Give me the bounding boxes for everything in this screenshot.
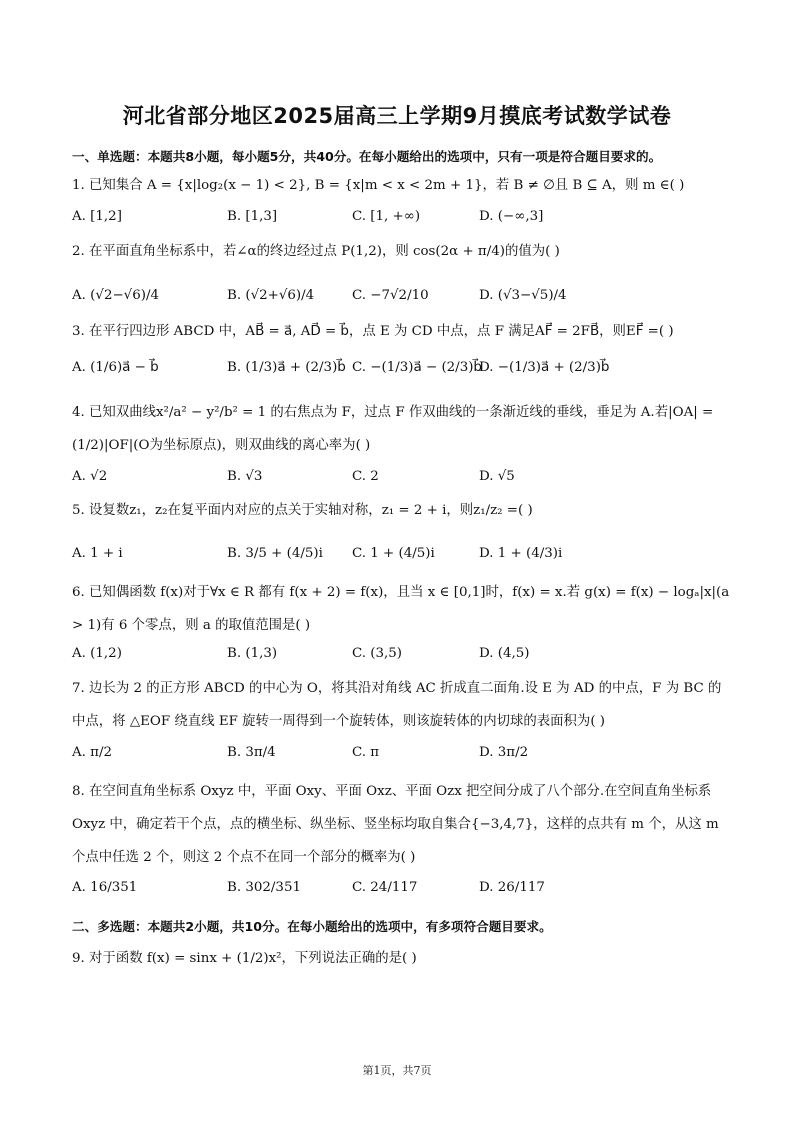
option-b: B. 302/351 [227, 880, 301, 895]
exam-title: 河北省部分地区2025届高三上学期9月摸底考试数学试卷 [122, 104, 672, 128]
option-d: D. √5 [479, 469, 515, 484]
option-d: D. (√3−√5)/4 [479, 288, 567, 303]
question-7-options [72, 740, 732, 766]
option-a: A. 16/351 [72, 880, 138, 895]
page-footer: 第1页，共7页 [362, 1064, 432, 1077]
option-a: A. (1,2) [72, 646, 122, 661]
option-b: B. (1/3)a⃗ + (2/3)b⃗ [227, 360, 346, 375]
question-5-stem: 5. 设复数z₁，z₂在复平面内对应的点关于实轴对称，z₁ = 2 + i，则z₁/z₂ =( ) [72, 503, 533, 518]
option-c: C. [1, +∞) [352, 209, 421, 224]
question-4-options [72, 464, 732, 490]
question-2-stem: 2. 在平面直角坐标系中，若∠α的终边经过点 P(1,2)，则 cos(2α + π/4)的值为( ) [72, 244, 560, 259]
section-heading-multiple-choice: 二、多选题：本题共2小题，共10分。在每小题给出的选项中，有多项符合题目要求。 [72, 919, 552, 934]
question-9-stem: 9. 对于函数 f(x) = sinx + (1/2)x²，下列说法正确的是( ) [72, 951, 417, 966]
option-c: C. 1 + (4/5)i [352, 546, 435, 561]
question-8-stem: 8. 在空间直角坐标系 Oxyz 中，平面 Oxy、平面 Oxz、平面 Ozx 把空间分成了八个部分.在空间直角坐标系 Oxyz 中，确定若干个点，点的横坐标、纵坐标、竖坐标均取自集合{−3,4,7}，这样的点共有 m 个，从这 m 个点中任选 2 个，则这 2 个点不在同一个部分的概率为( ) [72, 784, 719, 865]
section-heading-single-choice: 一、单选题：本题共8小题，每小题5分，共40分。在每小题给出的选项中，只有一项是符合题目要求的。 [72, 149, 662, 164]
option-a: A. (√2−√6)/4 [72, 288, 159, 303]
option-b: B. (1,3) [227, 646, 278, 661]
option-a: A. (1/6)a⃗ − b⃗ [72, 360, 159, 375]
option-b: B. 3/5 + (4/5)i [227, 546, 323, 561]
option-b: B. [1,3] [227, 209, 278, 224]
option-a: A. 1 + i [72, 546, 123, 561]
question-1-stem: 1. 已知集合 A = {x|log₂(x − 1) < 2}, B = {x|m < x < 2m + 1}，若 B ≠ ∅且 B ⊆ A，则 m ∈( ) [72, 178, 685, 193]
option-c: C. −(1/3)a⃗ − (2/3)b⃗ [352, 360, 482, 375]
option-d: D. (−∞,3] [479, 209, 544, 224]
option-a: A. π/2 [72, 745, 113, 760]
question-6-stem: 6. 已知偶函数 f(x)对于∀x ∈ R 都有 f(x + 2) = f(x)，且当 x ∈ [0,1]时，f(x) = x.若 g(x) = f(x) − logₐ|x|(a > 1)有 6 个零点，则 a 的取值范围是( ) [72, 585, 730, 633]
option-c: C. 24/117 [352, 880, 418, 895]
option-c: C. (3,5) [352, 646, 403, 661]
option-d: D. 3π/2 [479, 745, 529, 760]
option-c: C. −7√2/10 [352, 288, 429, 303]
option-a: A. [1,2] [72, 209, 122, 224]
question-4-stem: 4. 已知双曲线x²/a² − y²/b² = 1 的右焦点为 F，过点 F 作双曲线的一条渐近线的垂线，垂足为 A.若|OA| = (1/2)|OF|(O为坐标原点)，则双曲线的离心率为( ) [72, 405, 714, 453]
question-5-options [72, 541, 732, 567]
option-d: D. 1 + (4/3)i [479, 546, 563, 561]
option-d: D. (4,5) [479, 646, 530, 661]
option-b: B. √3 [227, 469, 263, 484]
option-a: A. √2 [72, 469, 108, 484]
option-b: B. (√2+√6)/4 [227, 288, 315, 303]
option-c: C. π [352, 745, 380, 760]
question-3-options [72, 355, 732, 381]
question-6-options [72, 641, 732, 667]
option-c: C. 2 [352, 469, 379, 484]
question-8-options [72, 875, 732, 901]
option-b: B. 3π/4 [227, 745, 276, 760]
option-d: D. 26/117 [479, 880, 545, 895]
question-7-stem: 7. 边长为 2 的正方形 ABCD 的中心为 O，将其沿对角线 AC 折成直二面角.设 E 为 AD 的中点，F 为 BC 的中点，将 △EOF 绕直线 EF 旋转一周得到一个旋转体，则该旋转体的内切球的表面积为( ) [72, 681, 722, 729]
question-1-options [72, 204, 732, 230]
question-2-options [72, 283, 732, 309]
question-3-stem: 3. 在平行四边形 ABCD 中，AB⃗ = a⃗, AD⃗ = b⃗，点 E 为 CD 中点，点 F 满足AF⃗ = 2FB⃗，则EF⃗ =( ) [72, 324, 674, 339]
option-d: D. −(1/3)a⃗ + (2/3)b⃗ [479, 360, 610, 375]
